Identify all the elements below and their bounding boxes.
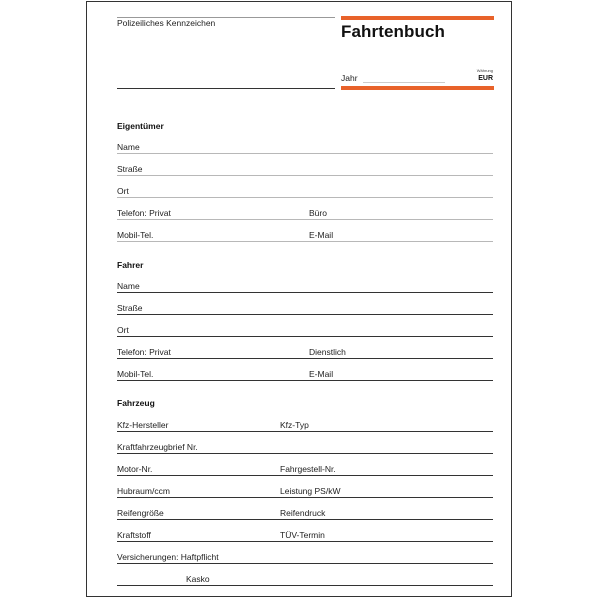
title-accent-bar-top <box>341 16 494 20</box>
fahrer-ort-field[interactable] <box>117 336 493 337</box>
section-heading-fahrer: Fahrer <box>117 260 144 270</box>
eigentuemer-telefon-label: Telefon: Privat <box>117 208 171 218</box>
fahrzeug-kasko-label: Kasko <box>186 574 210 584</box>
eigentuemer-email-label: E-Mail <box>309 230 334 240</box>
kennzeichen-field[interactable] <box>117 88 335 89</box>
fahrzeug-reifen-field[interactable] <box>117 519 493 520</box>
fahrzeug-typ-label: Kfz-Typ <box>280 420 309 430</box>
fahrzeug-hersteller-label: Kfz-Hersteller <box>117 420 169 430</box>
eigentuemer-mobil-field[interactable] <box>117 241 493 242</box>
fahrzeug-brief-label: Kraftfahrzeugbrief Nr. <box>117 442 198 452</box>
fahrer-ort-label: Ort <box>117 325 129 335</box>
fahrzeug-reifendruck-label: Reifendruck <box>280 508 326 518</box>
fahrer-email-label: E-Mail <box>309 369 334 379</box>
fahrer-telefon-label: Telefon: Privat <box>117 347 171 357</box>
section-heading-eigentuemer: Eigentümer <box>117 121 164 131</box>
fahrzeug-hubraum-label: Hubraum/ccm <box>117 486 170 496</box>
jahr-label: Jahr <box>341 73 358 83</box>
fahrzeug-hersteller-field[interactable] <box>117 431 493 432</box>
fahrzeug-reifengroesse-label: Reifengröße <box>117 508 164 518</box>
fahrer-strasse-field[interactable] <box>117 314 493 315</box>
page-title: Fahrtenbuch <box>341 22 446 41</box>
section-heading-fahrzeug: Fahrzeug <box>117 398 155 408</box>
fahrer-mobil-field[interactable] <box>117 380 493 381</box>
fahrzeug-brief-field[interactable] <box>117 453 493 454</box>
fahrzeug-fahrgestell-label: Fahrgestell-Nr. <box>280 464 336 474</box>
fahrer-strasse-label: Straße <box>117 303 143 313</box>
fahrzeug-versicherungen-label: Versicherungen: Haftpflicht <box>117 552 219 562</box>
eigentuemer-ort-field[interactable] <box>117 197 493 198</box>
eigentuemer-telefon-field[interactable] <box>117 219 493 220</box>
eigentuemer-buero-label: Büro <box>309 208 327 218</box>
eigentuemer-name-field[interactable] <box>117 153 493 154</box>
eigentuemer-mobil-label: Mobil-Tel. <box>117 230 154 240</box>
fahrzeug-hubraum-field[interactable] <box>117 497 493 498</box>
kennzeichen-label: Polizeiliches Kennzeichen <box>117 18 216 28</box>
eigentuemer-ort-label: Ort <box>117 186 129 196</box>
currency-block <box>457 69 493 82</box>
currency-value: EUR <box>478 75 493 82</box>
form-page <box>86 1 512 597</box>
fahrzeug-kraftstoff-label: Kraftstoff <box>117 530 151 540</box>
eigentuemer-strasse-label: Straße <box>117 164 143 174</box>
fahrer-mobil-label: Mobil-Tel. <box>117 369 154 379</box>
fahrer-telefon-field[interactable] <box>117 358 493 359</box>
fahrzeug-haftpflicht-field[interactable] <box>117 563 493 564</box>
fahrzeug-kasko-field[interactable] <box>117 585 493 586</box>
fahrzeug-tuev-label: TÜV-Termin <box>280 530 325 540</box>
fahrer-name-label: Name <box>117 281 140 291</box>
fahrer-dienstlich-label: Dienstlich <box>309 347 346 357</box>
fahrzeug-kraftstoff-field[interactable] <box>117 541 493 542</box>
fahrzeug-motor-label: Motor-Nr. <box>117 464 153 474</box>
eigentuemer-name-label: Name <box>117 142 140 152</box>
eigentuemer-strasse-field[interactable] <box>117 175 493 176</box>
title-accent-bar-bottom <box>341 86 494 90</box>
currency-small-label: Währung <box>476 68 493 73</box>
jahr-field[interactable] <box>363 82 445 83</box>
fahrzeug-motor-field[interactable] <box>117 475 493 476</box>
fahrer-name-field[interactable] <box>117 292 493 293</box>
fahrzeug-leistung-label: Leistung PS/kW <box>280 486 341 496</box>
